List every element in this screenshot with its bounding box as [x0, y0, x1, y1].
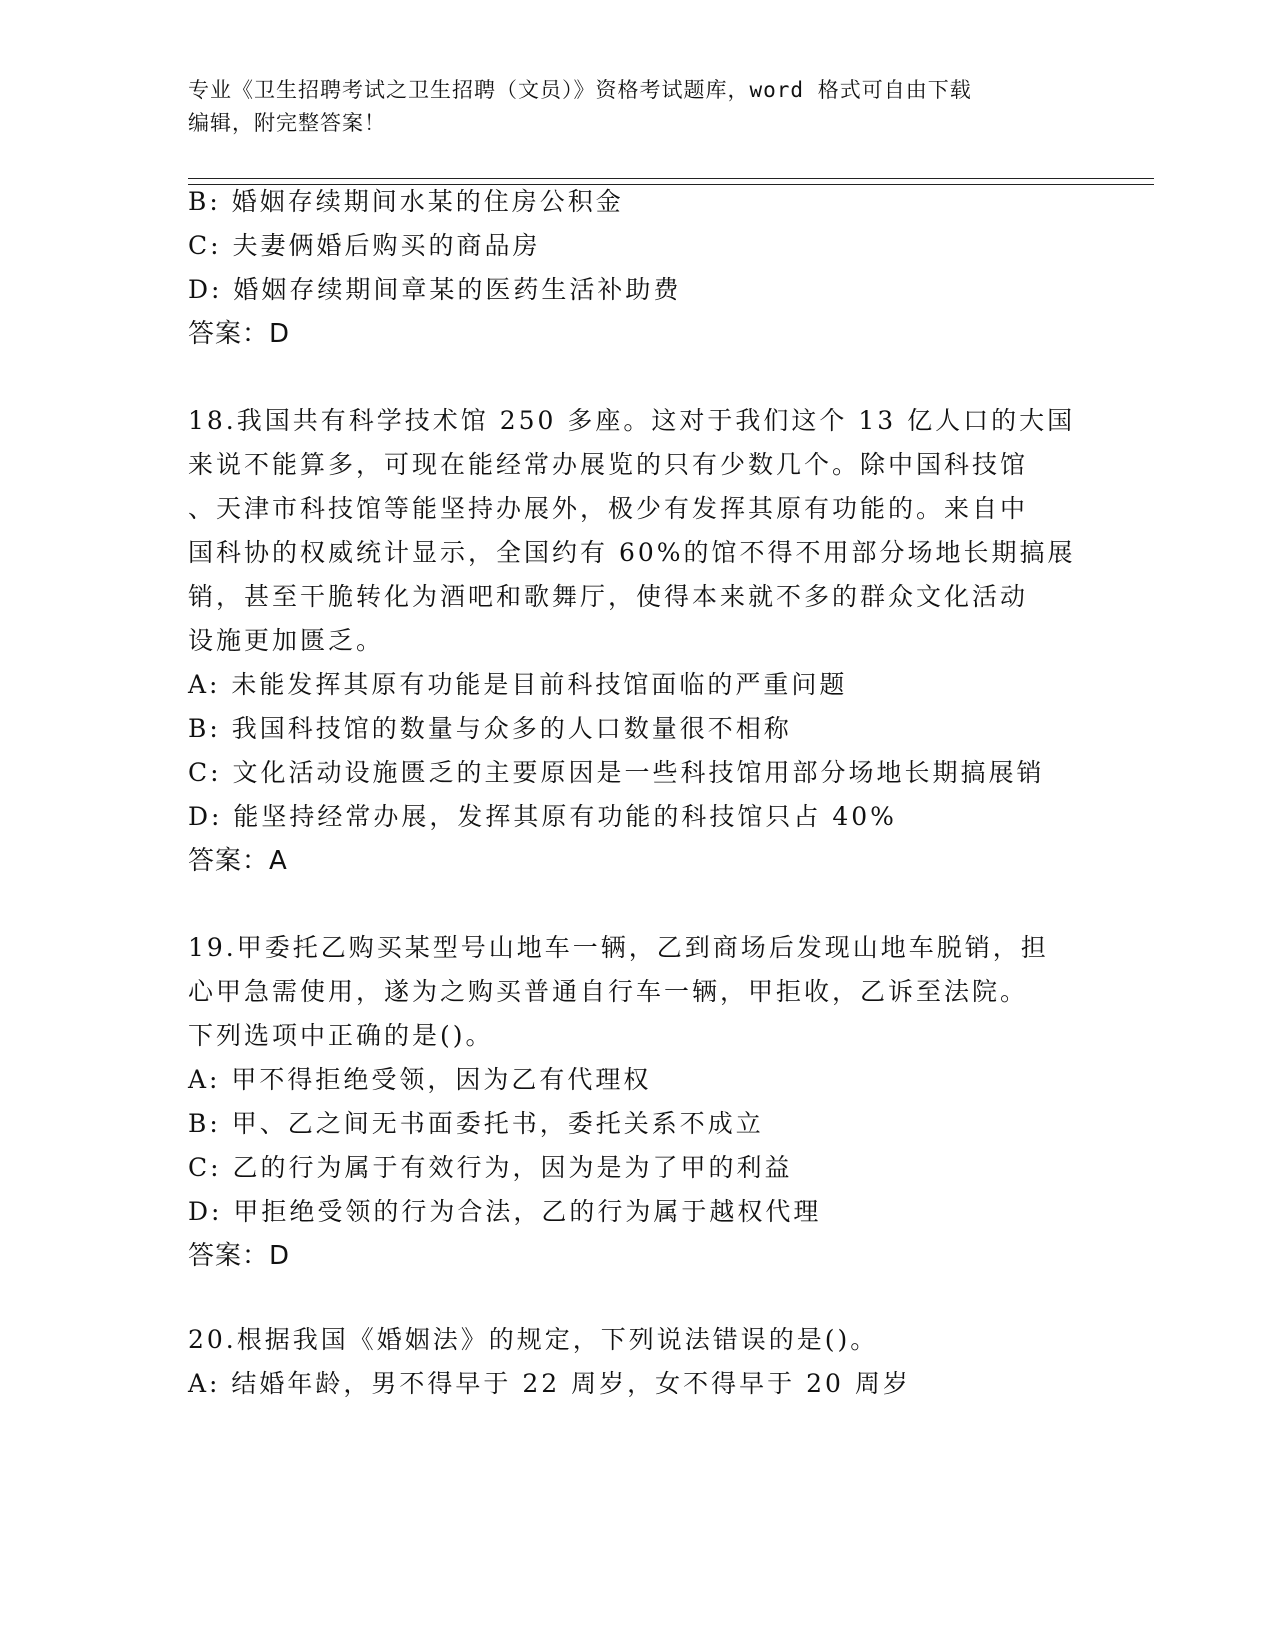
- q18-stem-line: 来说不能算多，可现在能经常办展览的只有少数几个。除中国科技馆: [188, 450, 1029, 479]
- q19-stem-line: 下列选项中正确的是()。: [188, 1021, 494, 1050]
- q17-option-c: C: 夫妻俩婚后购买的商品房: [188, 231, 541, 260]
- q17-option-b: B: 婚姻存续期间水某的住房公积金: [188, 187, 624, 216]
- q18-option-d: D: 能坚持经常办展，发挥其原有功能的科技馆只占 40%: [188, 802, 897, 831]
- q18-stem-line: 国科协的权威统计显示，全国约有 60%的馆不得不用部分场地长期搞展: [188, 538, 1076, 567]
- q19-option-a: A: 甲不得拒绝受领，因为乙有代理权: [188, 1065, 652, 1094]
- q19-option-b: B: 甲、乙之间无书面委托书，委托关系不成立: [188, 1109, 764, 1138]
- q17-answer: 答案：D: [188, 319, 291, 349]
- q19-option-c: C: 乙的行为属于有效行为，因为是为了甲的利益: [188, 1153, 793, 1182]
- q18-option-c: C: 文化活动设施匮乏的主要原因是一些科技馆用部分场地长期搞展销: [188, 758, 1045, 787]
- q18-stem-line: 设施更加匮乏。: [188, 626, 385, 655]
- q20-option-a: A: 结婚年龄，男不得早于 22 周岁，女不得早于 20 周岁: [188, 1369, 911, 1398]
- q19-option-d: D: 甲拒绝受领的行为合法，乙的行为属于越权代理: [188, 1197, 822, 1226]
- q18-option-a: A: 未能发挥其原有功能是目前科技馆面临的严重问题: [188, 670, 848, 699]
- q17-option-d: D: 婚姻存续期间章某的医药生活补助费: [188, 275, 682, 304]
- q19-stem-line: 心甲急需使用，遂为之购买普通自行车一辆，甲拒收，乙诉至法院。: [188, 977, 1029, 1006]
- q18-answer: 答案：A: [188, 846, 288, 876]
- q20-stem-line: 20.根据我国《婚姻法》的规定，下列说法错误的是()。: [188, 1325, 879, 1354]
- header-title-line-2: 编辑，附完整答案！: [188, 111, 386, 135]
- q18-stem-line: 18.我国共有科学技术馆 250 多座。这对于我们这个 13 亿人口的大国: [188, 406, 1076, 435]
- q19-stem-line: 19.甲委托乙购买某型号山地车一辆，乙到商场后发现山地车脱销，担: [188, 933, 1049, 962]
- q18-stem-line: 、天津市科技馆等能坚持办展外，极少有发挥其原有功能的。来自中: [188, 494, 1029, 523]
- document-header: [188, 74, 1088, 140]
- header-title-line: 专业《卫生招聘考试之卫生招聘（文员）》资格考试题库，word 格式可自由下载: [188, 78, 972, 102]
- q19-answer: 答案：D: [188, 1241, 291, 1271]
- q18-option-b: B: 我国科技馆的数量与众多的人口数量很不相称: [188, 714, 792, 743]
- q18-stem-line: 销，甚至干脆转化为酒吧和歌舞厅，使得本来就不多的群众文化活动: [188, 582, 1029, 611]
